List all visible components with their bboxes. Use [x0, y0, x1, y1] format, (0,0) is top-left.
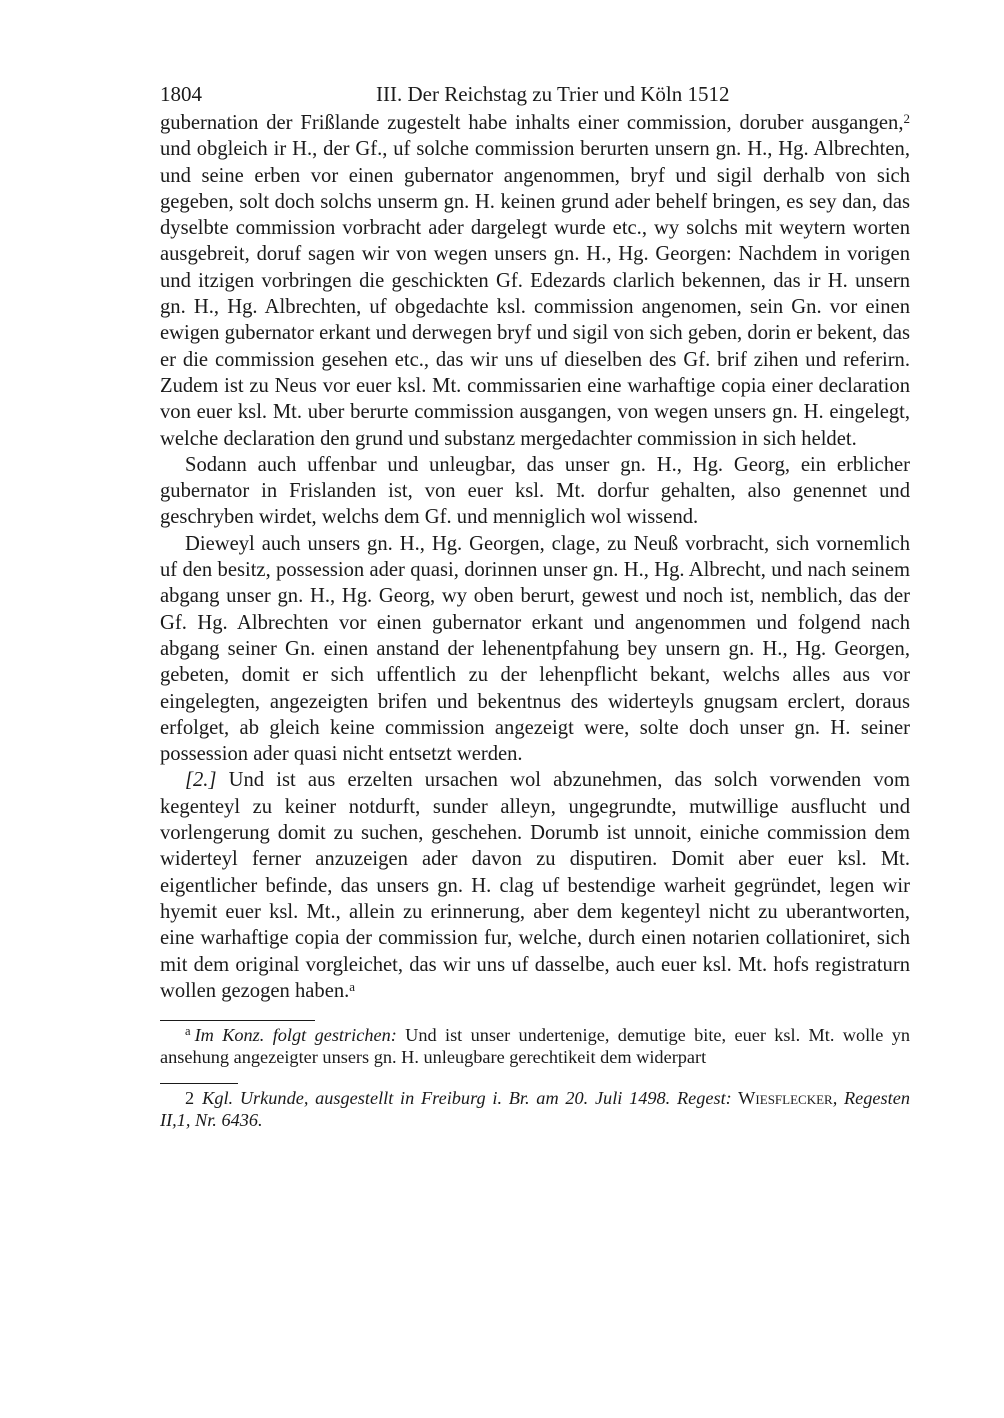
body-text [160, 110, 910, 1004]
page-number: 1804 [160, 82, 202, 106]
paragraph-4 [160, 767, 910, 1004]
footnote-2-italic-a: Kgl. Urkunde, ausgestellt in Freiburg i. Br. am 20. Juli 1498. Regest: [202, 1088, 732, 1109]
section-marker: [2.] [185, 769, 217, 792]
footnote-ref-2[interactable]: 2 [903, 111, 910, 127]
footnote-divider-textual [160, 1020, 315, 1021]
footnote-a-text: Und ist unser undertenige, demutige bite, euer ksl. Mt. wolle yn ansehung angezeigter unsers gn. H. unleugbare gerechtikeit dem widerpart [160, 1025, 910, 1067]
footnote-2-author: Wiesflecker [731, 1088, 833, 1109]
footnote-2 [160, 1088, 910, 1131]
footnote-a-italic: Im Konz. folgt gestrichen: [194, 1025, 397, 1046]
document-page [160, 78, 910, 1131]
footnote-a-label: a [185, 1023, 191, 1038]
paragraph-3: Dieweyl auch unsers gn. H., Hg. Georgen, clage, zu Neuß vorbracht, sich vornemlich uf den besitz, possession ader quasi, dorinnen unser gn. H., Hg. Albrecht, und nach seinem abgang unser gn. H., Hg. Georg, wy oben berurt, gewest und noch ist, nemblich, das der Gf. Hg. Albrechten vor einen gubernator erkant und angenommen und folgend nach abgang seiner Gn. einen anstand der lehenentpfahung bey unsern gn. H., Hg. Georgen, gebeten, domit er sich uffentlich zu der lehenpflicht bekant, welchs alles aus vor eingelegten, angezeigten brifen und bekentnus des widerteyls gnugsam erclert, doraus erfolget, ab gleich keine commission angezeigt were, solte doch unser gn. H. seiner possession ader quasi nicht entsetzt werden. [160, 532, 910, 766]
footnote-divider-commentary [160, 1083, 238, 1084]
paragraph-1-text-a: gubernation der Frißlande zugestelt habe inhalts einer commission, doruber ausgangen, [160, 112, 904, 134]
paragraph-4-text: Und ist aus erzelten ursachen wol abzunehmen, das solch vorwenden vom kegenteyl zu keiner notdurft, sunder alleyn, ungegrundte, mutwillige ausflucht und vorlengerung domit zu suchen, geschehen. Dorumb ist unnoit, einiche commission dem widerteyl ferner anzuzeigen ader davon zu disputiren. Domit aber euer ksl. Mt. eigentlicher befinde, das unsers gn. H. clag uf bestendige warheit gegründet, legen wir hyemit euer ksl. Mt., allein zu erinnerung, aber dem kegenteyl nicht zu uberantworten, eine warhaftige copia der commission fur, welche, durch einen notarien collationiret, sich mit dem original vorgleichet, das wir uns uf dasselbe, auch euer ksl. Mt. hofs registraturn wollen gezogen haben. [160, 769, 910, 1002]
footnote-2-italic-b: , Regesten II,1, Nr. 6436. [160, 1088, 910, 1130]
paragraph-2: Sodann auch uffenbar und unleugbar, das unser gn. H., Hg. Georg, ein erblicher gubernator in Frislanden ist, von euer ksl. Mt. dorfur gehalten, also genennet und geschryben wirdet, welchs dem Gf. und menniglich wol wissend. [160, 453, 910, 529]
paragraph-1 [160, 110, 910, 452]
running-head [160, 78, 910, 110]
running-title: III. Der Reichstag zu Trier und Köln 1512 [376, 82, 730, 106]
footnote-2-label: 2 [185, 1088, 195, 1109]
footnote-a [160, 1025, 910, 1068]
footnote-ref-a[interactable]: a [349, 978, 356, 994]
paragraph-1-text-b: und obgleich ir H., der Gf., uf solche commission berurten unsern gn. H., Hg. Albrechten, und seine erben vor einen gubernator angenommen, bryf und sigil derhalb von sich gegeben, solt doch solchs unserm gn. H. keinen grund ader behelf bringen, es sey dan, das dyselbte commission vorbracht ader dargelegt wurde etc., wy solchs mit weytern worten ausgebreit, doruf sagen wir von wegen unsers gn. H., Hg. Georgen: Nachdem in vorigen und itzigen vorbringen die geschickten Gf. Edezards clarlich bekennen, das ir H. unsern gn. H., Hg. Albrechten, uf obgedachte ksl. commission angenomen, sein Gn. vor einen ewigen gubernator erkant und derwegen bryf und sigil von sich geben, dorin er bekent, das er die commission gesehen etc., das wir uns uf dieselben des Gf. brif zihen und referirn. Zudem ist zu Neus vor euer ksl. Mt. commissarien eine warhaftige copia einer declaration von euer ksl. Mt. uber berurte commission ausgangen, von wegen unsers gn. H. eingelegt, welche declaration den grund und substanz mergedachter commission in sich heldet. [160, 138, 910, 450]
